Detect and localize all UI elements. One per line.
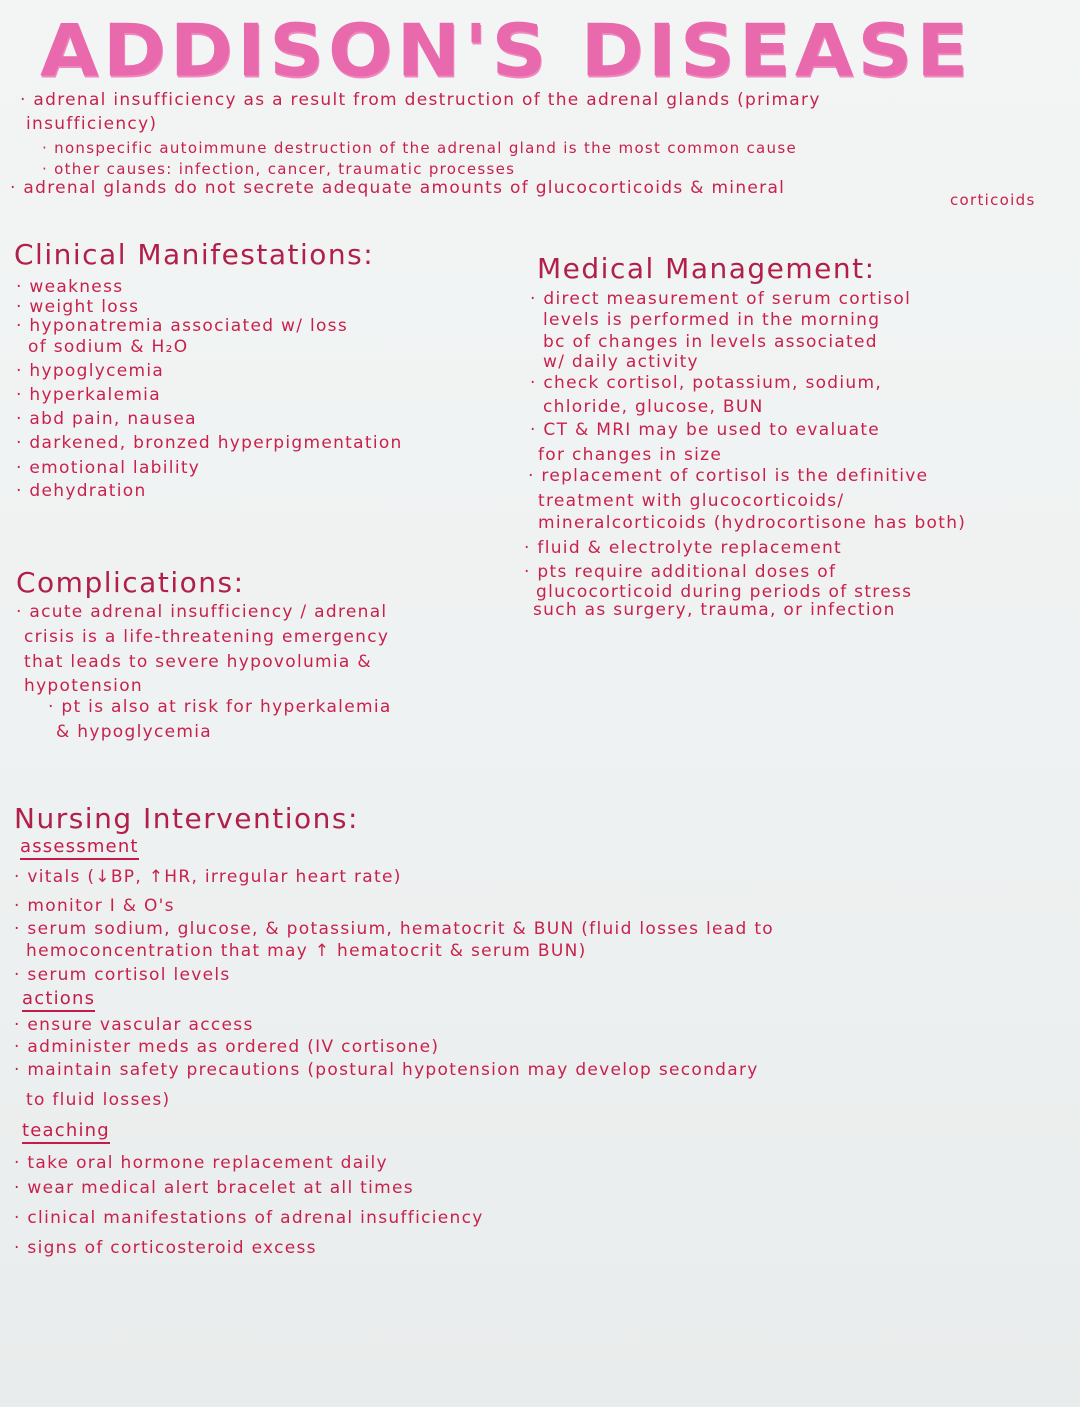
list-item: such as surgery, trauma, or infection bbox=[533, 600, 896, 620]
list-item: · pts require additional doses of bbox=[524, 562, 837, 582]
list-item: bc of changes in levels associated bbox=[543, 332, 878, 352]
list-item: · administer meds as ordered (IV cortisone) bbox=[14, 1037, 440, 1057]
section-heading: Medical Management: bbox=[537, 252, 876, 285]
list-item: · vitals (↓BP, ↑HR, irregular heart rate) bbox=[14, 867, 402, 887]
section-heading: Clinical Manifestations: bbox=[14, 238, 375, 271]
section-heading: Nursing Interventions: bbox=[14, 802, 359, 835]
list-item: · darkened, bronzed hyperpigmentation bbox=[16, 433, 403, 453]
list-item: mineralcorticoids (hydrocortisone has both) bbox=[538, 513, 967, 533]
subheading-actions: actions bbox=[22, 988, 95, 1012]
list-item: · dehydration bbox=[16, 481, 147, 501]
list-item: & hypoglycemia bbox=[56, 722, 212, 742]
intro-line: · other causes: infection, cancer, traumatic processes bbox=[42, 160, 516, 178]
list-item: · CT & MRI may be used to evaluate bbox=[530, 420, 881, 440]
list-item: · maintain safety precautions (postural hypotension may develop secondary bbox=[14, 1060, 759, 1080]
subheading-teaching: teaching bbox=[22, 1120, 110, 1144]
list-item: · serum cortisol levels bbox=[14, 965, 231, 985]
intro-line: · nonspecific autoimmune destruction of the adrenal gland is the most common cause bbox=[42, 139, 797, 157]
list-item: · wear medical alert bracelet at all times bbox=[14, 1178, 414, 1198]
list-item: · weakness bbox=[16, 277, 124, 297]
intro-line: · adrenal glands do not secrete adequate amounts of glucocorticoids & mineral bbox=[10, 178, 786, 198]
list-item: · fluid & electrolyte replacement bbox=[524, 538, 843, 558]
list-item: treatment with glucocorticoids/ bbox=[538, 491, 845, 511]
list-item: · hyponatremia associated w/ loss bbox=[16, 316, 348, 336]
list-item: · acute adrenal insufficiency / adrenal bbox=[16, 602, 388, 622]
list-item: w/ daily activity bbox=[543, 352, 699, 372]
list-item: · take oral hormone replacement daily bbox=[14, 1153, 388, 1173]
list-item: for changes in size bbox=[538, 445, 723, 465]
list-item: · ensure vascular access bbox=[14, 1015, 254, 1035]
intro-line: · adrenal insufficiency as a result from destruction of the adrenal glands (primary bbox=[20, 90, 821, 110]
subheading-assessment: assessment bbox=[20, 836, 139, 860]
list-item: · pt is also at risk for hyperkalemia bbox=[48, 697, 392, 717]
list-item: crisis is a life-threatening emergency bbox=[24, 627, 390, 647]
list-item: glucocorticoid during periods of stress bbox=[536, 582, 913, 602]
intro-line: corticoids bbox=[950, 191, 1036, 209]
list-item: · abd pain, nausea bbox=[16, 409, 197, 429]
list-item: · weight loss bbox=[16, 297, 140, 317]
page-title: ADDISON'S DISEASE bbox=[40, 8, 973, 93]
list-item: to fluid losses) bbox=[26, 1090, 171, 1110]
list-item: · replacement of cortisol is the definitive bbox=[528, 466, 929, 486]
list-item: hypotension bbox=[24, 676, 143, 696]
list-item: · emotional lability bbox=[16, 458, 201, 478]
list-item: · hypoglycemia bbox=[16, 361, 165, 381]
list-item: · signs of corticosteroid excess bbox=[14, 1238, 317, 1258]
list-item: · check cortisol, potassium, sodium, bbox=[530, 373, 883, 393]
intro-line: insufficiency) bbox=[26, 114, 158, 134]
list-item: · monitor I & O's bbox=[14, 896, 175, 916]
list-item: chloride, glucose, BUN bbox=[543, 397, 764, 417]
section-heading: Complications: bbox=[16, 566, 245, 599]
list-item: levels is performed in the morning bbox=[543, 310, 881, 330]
list-item: · serum sodium, glucose, & potassium, hematocrit & BUN (fluid losses lead to bbox=[14, 919, 774, 939]
list-item: · hyperkalemia bbox=[16, 385, 161, 405]
list-item: hemoconcentration that may ↑ hematocrit & serum BUN) bbox=[26, 941, 587, 961]
list-item: · clinical manifestations of adrenal insufficiency bbox=[14, 1208, 484, 1228]
list-item: that leads to severe hypovolumia & bbox=[24, 652, 372, 672]
list-item: · direct measurement of serum cortisol bbox=[530, 289, 912, 309]
list-item: of sodium & H₂O bbox=[28, 337, 189, 357]
